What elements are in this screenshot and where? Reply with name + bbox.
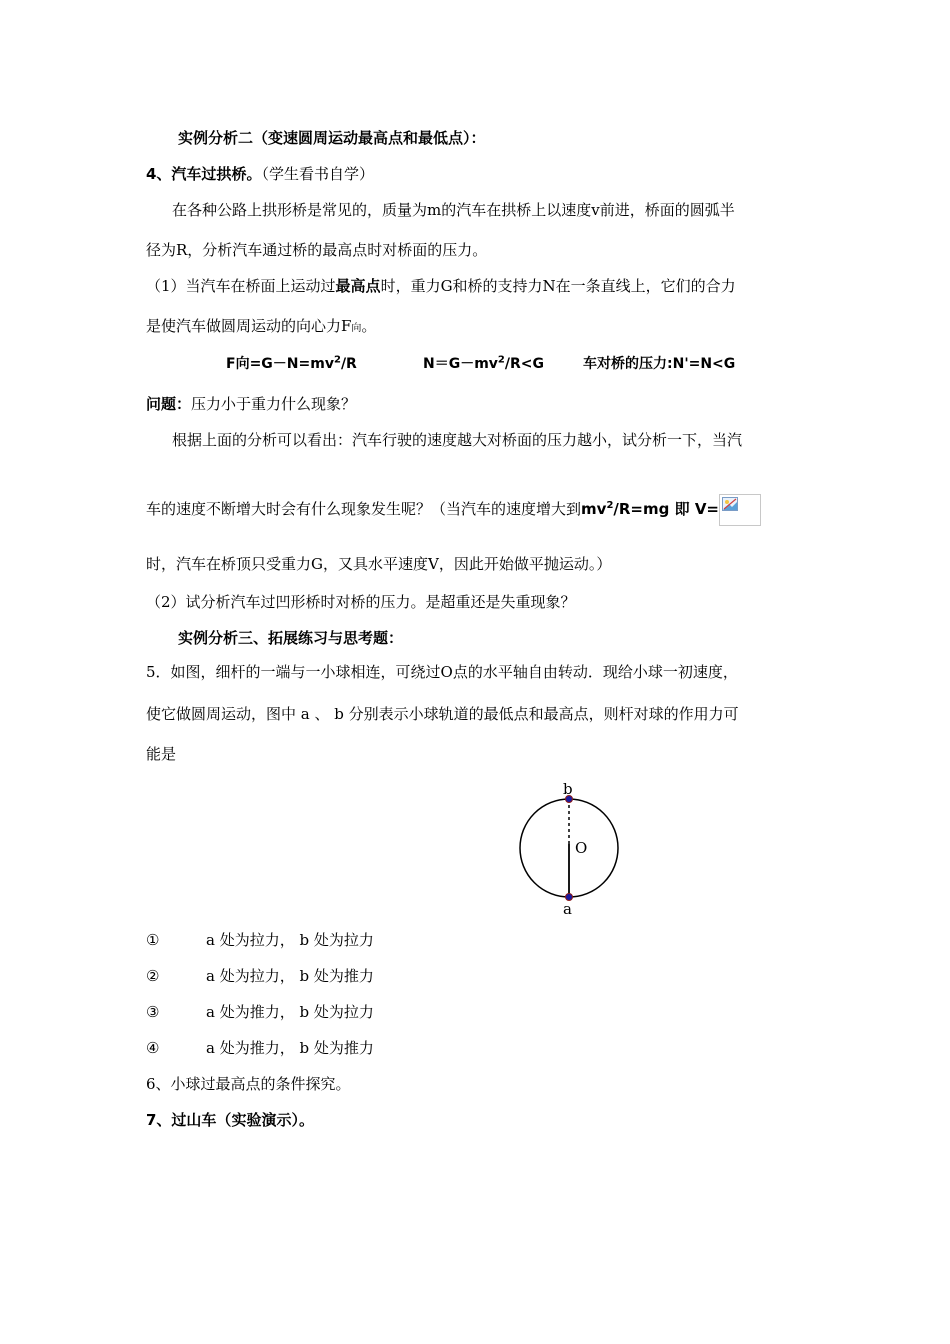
option-2-text: a 处为拉力， b 处为推力 — [206, 967, 374, 985]
para2-line3: 时，汽车在桥顶只受重力G，又具水平速度V，因此开始做平抛运动。） — [146, 555, 612, 573]
item4-heading-note: （学生看书自学） — [261, 165, 374, 183]
para2-b-sup: 2 — [606, 500, 614, 511]
formula-f-end: /R — [340, 356, 357, 372]
item4-q1-line2 — [146, 316, 376, 339]
label-o: O — [575, 839, 588, 857]
formula-f-sub: 向 — [235, 356, 250, 372]
option-1-num: ① — [146, 931, 160, 949]
option-4-num: ④ — [146, 1039, 160, 1057]
item5-line3: 能是 — [146, 745, 177, 763]
item4-q2: （2）试分析汽车过凹形桥时对桥的压力。是超重还是失重现象？ — [146, 593, 576, 611]
option-1 — [146, 930, 374, 950]
item6: 6、小球过最高点的条件探究。 — [146, 1075, 351, 1093]
q1-pre: （1）当汽车在桥面上运动过 — [146, 277, 336, 295]
para2-b-bold1: mv — [581, 500, 607, 518]
option-3-num: ③ — [146, 1003, 160, 1021]
para2-line1: 根据上面的分析可以看出：汽车行驶的速度越大对桥面的压力越小，试分析一下，当汽 — [172, 431, 743, 449]
formula-f-mid: =G－N=mv — [249, 356, 334, 372]
question-line — [146, 394, 356, 414]
para2-b-text: 车的速度不断增大时会有什么现象发生呢？（当汽车的速度增大到 — [146, 500, 582, 518]
item4-heading — [146, 164, 374, 184]
formula-pressure — [583, 354, 735, 374]
item4-para1-line2: 径为R，分析汽车通过桥的最高点时对桥面的压力。 — [146, 241, 488, 259]
option-2-num: ② — [146, 967, 160, 985]
option-4-text: a 处为推力， b 处为推力 — [206, 1039, 374, 1057]
formula-f-sup: 2 — [333, 354, 341, 366]
formula-n-end: /R<G — [504, 356, 545, 372]
section3-title: 实例分析三、拓展练习与思考题： — [178, 629, 404, 647]
item5-line2: 使它做圆周运动，图中 a 、 b 分别表示小球轨道的最低点和最高点，则杆对球的作用力可 — [146, 705, 739, 723]
circle-rod-diagram — [505, 776, 635, 918]
q1-bold: 最高点 — [335, 277, 381, 295]
question-label: 问题： — [146, 395, 192, 413]
question-text: 压力小于重力什么现象？ — [191, 395, 357, 413]
item4-para1-line1: 在各种公路上拱形桥是常见的，质量为m的汽车在拱桥上以速度v前进，桥面的圆弧半 — [172, 201, 735, 219]
option-3 — [146, 1002, 374, 1022]
formula-f-pre: F — [226, 356, 236, 372]
para2-b-bold2: /R=mg 即 V= — [613, 500, 719, 518]
item5-line1: 5．如图，细杆的一端与一小球相连，可绕过O点的水平轴自由转动．现给小球一初速度， — [146, 663, 738, 681]
option-3-text: a 处为推力， b 处为拉力 — [206, 1003, 374, 1021]
option-4 — [146, 1038, 374, 1058]
option-1-text: a 处为拉力， b 处为拉力 — [206, 931, 374, 949]
q1-b-text: 是使汽车做圆周运动的向心力F — [146, 317, 352, 335]
formula-pressure-value: N'=N<G — [672, 356, 736, 372]
para2-line2 — [146, 494, 761, 526]
label-b: b — [563, 780, 573, 798]
item4-heading-bold: 4、汽车过拱桥。 — [146, 165, 262, 183]
formula-pressure-label: 车对桥的压力: — [583, 356, 673, 372]
q1-b-sub: 向 — [351, 323, 362, 334]
item4-q1-line1 — [146, 276, 736, 296]
formula-n — [423, 354, 544, 374]
item7: 7、过山车（实验演示）。 — [146, 1111, 314, 1129]
formula-n-pre: N＝G－mv — [423, 356, 498, 372]
option-2 — [146, 966, 374, 986]
broken-image-icon — [719, 494, 761, 526]
q1-b-end: 。 — [361, 317, 377, 335]
q1-post: 时，重力G和桥的支持力N在一条直线上，它们的合力 — [380, 277, 736, 295]
formula-n-sup: 2 — [497, 354, 505, 366]
section2-title: 实例分析二（变速圆周运动最高点和最低点）： — [178, 129, 486, 147]
label-a: a — [563, 900, 572, 918]
formula-f — [226, 354, 357, 374]
